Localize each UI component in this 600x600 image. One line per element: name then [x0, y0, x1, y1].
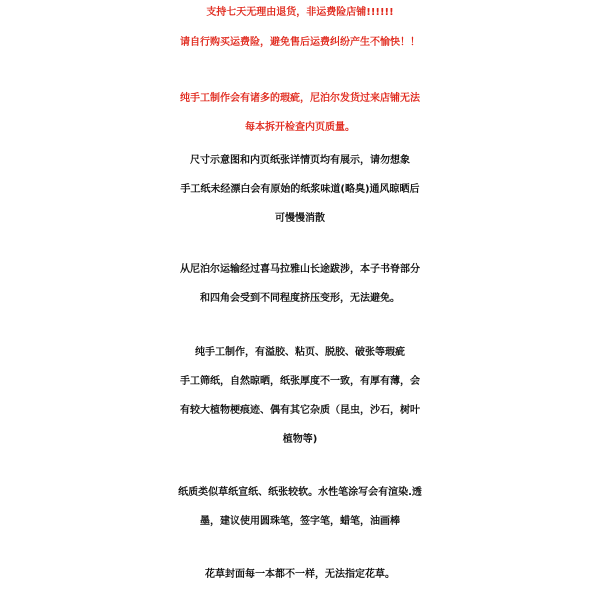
paper-quality-line: 纸质类似草纸宣纸、纸张较软。水性笔涂写会有渲染.透 — [178, 487, 422, 498]
paper-thickness-line: 手工筛纸，自然晾晒，纸张厚度不一致，有厚有薄，会 — [180, 376, 420, 387]
size-chart-line: 尺寸示意图和内页纸张详情页均有展示，请勿想象 — [190, 155, 410, 166]
deformation-line: 和四角会受到不同程度挤压变形，无法避免。 — [200, 293, 400, 304]
impurities-line: 植物等) — [282, 434, 318, 445]
cover-flowers-line: 花草封面每一本都不一样，无法指定花草。 — [205, 569, 395, 580]
plant-marks-line: 有较大植物梗痕迹、偶有其它杂质（昆虫，沙石，树叶 — [180, 405, 420, 416]
shipping-insurance-line: 请自行购买运费险，避免售后运费纠纷产生不愉快！！ — [180, 37, 420, 48]
handmade-defects-line: 纯手工制作会有诸多的瑕疵，尼泊尔发货过来店铺无法 — [180, 93, 420, 104]
no-reason-return-line: 支持七天无理由退货，非运费险店铺!!!!!! — [206, 7, 394, 18]
glue-defects-line: 纯手工制作，有溢胶、粘页、脱胶、破张等瑕疵 — [195, 347, 405, 358]
inspection-line: 每本拆开检查内页质量。 — [245, 122, 355, 133]
shipping-damage-line: 从尼泊尔运输经过喜马拉雅山长途跋涉，本子书脊部分 — [180, 264, 420, 275]
pen-advice-line: 墨，建议使用圆珠笔，签字笔，蜡笔，油画棒 — [200, 516, 400, 527]
paper-smell-line: 手工纸未经漂白会有原始的纸浆味道(略臭)通风晾晒后 — [180, 184, 420, 195]
smell-dissipates-line: 可慢慢消散 — [275, 213, 325, 224]
